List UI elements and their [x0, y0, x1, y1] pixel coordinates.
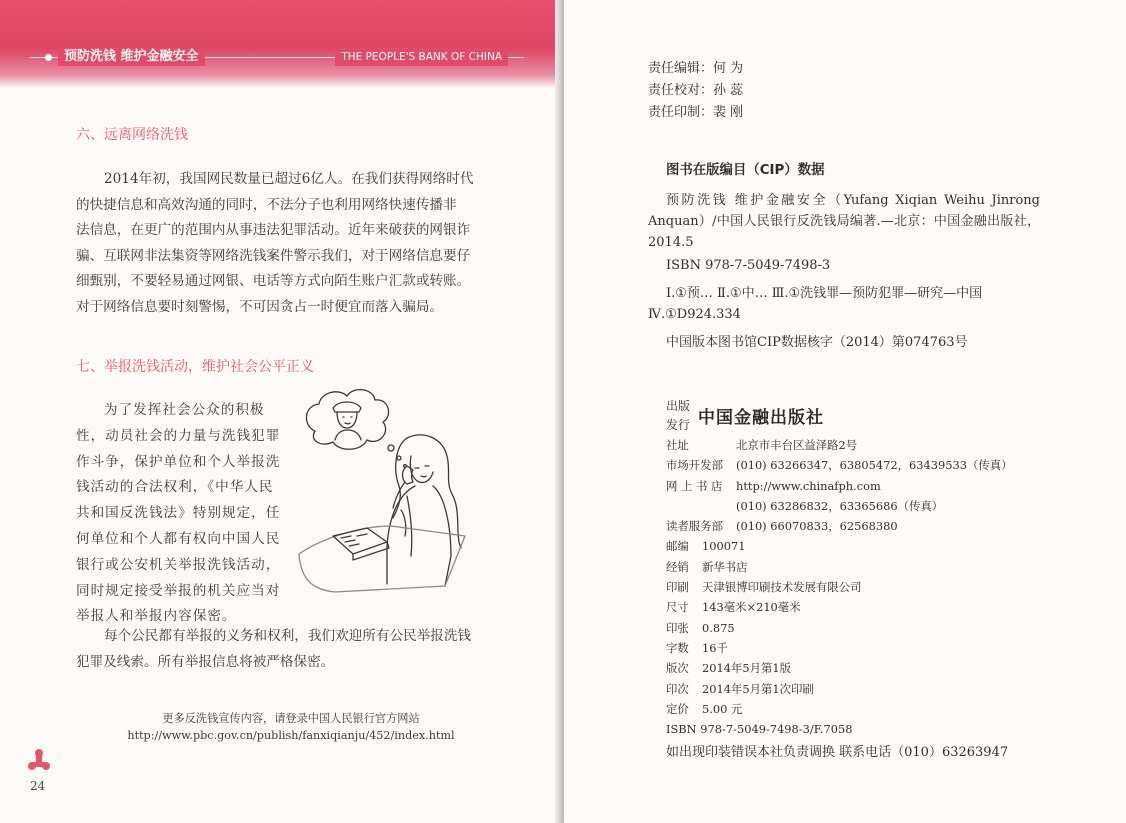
return-notice: 如出现印装错误本社负责调换 联系电话（010）63263947	[666, 745, 1009, 760]
info-row: 读者服务部 (010) 66070833，62568380	[666, 519, 898, 534]
text-line: 举报人和举报内容保密。	[76, 608, 237, 625]
cip-body: 预防洗钱 维护金融安全（Yufang Xiqian Weihu Jinrong Anquan）/中国人民银行反洗钱局编著.—北京：中国金融出版社，2014.5	[648, 193, 1040, 250]
text-line: 对于网络信息要时刻警惕，不可因贪占一时便宜而落入骗局。	[76, 298, 444, 315]
text-line: 共和国反洗钱法》特别规定，任	[76, 505, 281, 522]
text-line: 作斗争，保护单位和个人举报洗	[76, 453, 281, 470]
text-line: 法信息，在更广的范围内从事违法犯罪活动。近年来破获的网银诈	[76, 222, 471, 238]
text-line: 钱活动的合法权利，《中华人民	[76, 479, 274, 496]
text-line: 同时规定接受举报的机关应当对	[76, 582, 281, 599]
bank-logo-icon	[27, 748, 51, 774]
footer-url[interactable]: http://www.pbc.gov.cn/publish/fanxiqianju/452/index.html	[127, 729, 455, 742]
footer-note: 更多反洗钱宣传内容，请登录中国人民银行官方网站	[162, 712, 420, 725]
staff-credits	[648, 58, 743, 124]
publisher-label-publish: 出版	[666, 399, 691, 413]
staff-editor: 责任编辑：何 为	[648, 61, 744, 76]
info-row: 印张 0.875	[666, 620, 735, 635]
text-line: 的快捷信息和高效沟通的同时，不法分子也利用网络快速传播非	[76, 196, 457, 213]
page-number: 24	[30, 779, 46, 793]
text-line: 细甄别，不要轻易通过网银、电话等方式向陌生账户汇款或转账。	[76, 273, 471, 289]
header-slogan: 预防洗钱 维护金融安全	[58, 48, 205, 66]
section-6-body	[76, 167, 486, 320]
text-line: 何单位和个人都有权向中国人民	[76, 530, 281, 547]
info-row: 尺寸 143毫米×210毫米	[666, 600, 801, 615]
text-line: 银行或公安机关举报洗钱活动，	[76, 556, 281, 573]
info-row: ISBN 978-7-5049-7498-3/F.7058	[666, 722, 853, 737]
header-bank-name: THE PEOPLE'S BANK OF CHINA	[335, 48, 508, 66]
info-row: 网 上 书 店 http://www.chinafph.com	[666, 478, 881, 493]
cip-heading: 图书在版编目（CIP）数据	[666, 163, 825, 178]
section-7-heading: 七、举报洗钱活动，维护社会公平正义	[76, 359, 314, 375]
publisher-label-distribute: 发行	[666, 418, 691, 432]
classification: Ⅰ.①预… Ⅱ.①中… Ⅲ.①洗钱罪—预防犯罪—研究—中国 Ⅳ.①D924.334	[648, 286, 983, 322]
section-7-narrow-body	[76, 398, 291, 630]
info-row: 邮编 100071	[666, 539, 746, 554]
text-line: 性，动员社会的力量与洗钱犯罪	[76, 427, 281, 444]
staff-printing: 责任印制：裴 刚	[648, 105, 744, 120]
info-row: 社址 北京市丰台区益泽路2号	[666, 438, 858, 452]
isbn: ISBN 978-7-5049-7498-3	[666, 258, 831, 273]
section-7-wide-body	[76, 624, 486, 675]
text-line: 每个公民都有举报的义务和权利，我们欢迎所有公民举报洗钱	[104, 628, 472, 644]
header-band	[0, 0, 560, 88]
woman-on-phone-illustration	[295, 386, 495, 596]
header-bullet	[45, 54, 52, 61]
info-row: (010) 63286832，63365686（传真）	[736, 498, 944, 513]
section-6-heading: 六、远离网络洗钱	[76, 127, 188, 143]
text-line: 2014年初，我国网民数量已超过6亿人。在我们获得网络时代	[104, 171, 474, 187]
cip-number: 中国版本图书馆CIP数据核字（2014）第074763号	[666, 335, 968, 350]
text-line: 骗、互联网非法集资等网络洗钱案件警示我们，对于网络信息要仔	[76, 247, 471, 264]
info-row: 印次 2014年5月第1次印刷	[666, 681, 814, 696]
text-line: 为了发挥社会公众的积极	[104, 402, 265, 418]
staff-proofreader: 责任校对：孙 蕊	[648, 83, 744, 98]
info-row: 字数 16千	[666, 640, 728, 655]
left-page	[0, 0, 560, 823]
info-row: 印刷 天津银博印刷技术发展有限公司	[666, 580, 862, 595]
text-line: 犯罪及线索。所有举报信息将被严格保密。	[76, 653, 335, 670]
publisher-name: 中国金融出版社	[698, 408, 824, 428]
publication-info	[666, 435, 1013, 739]
info-row: 定价 5.00 元	[666, 701, 743, 716]
info-row: 经销 新华书店	[666, 559, 748, 574]
info-row: 版次 2014年5月第1版	[666, 661, 792, 676]
info-row: 市场开发部 (010) 63266347，63805472，63439533（传真）	[666, 458, 1013, 473]
